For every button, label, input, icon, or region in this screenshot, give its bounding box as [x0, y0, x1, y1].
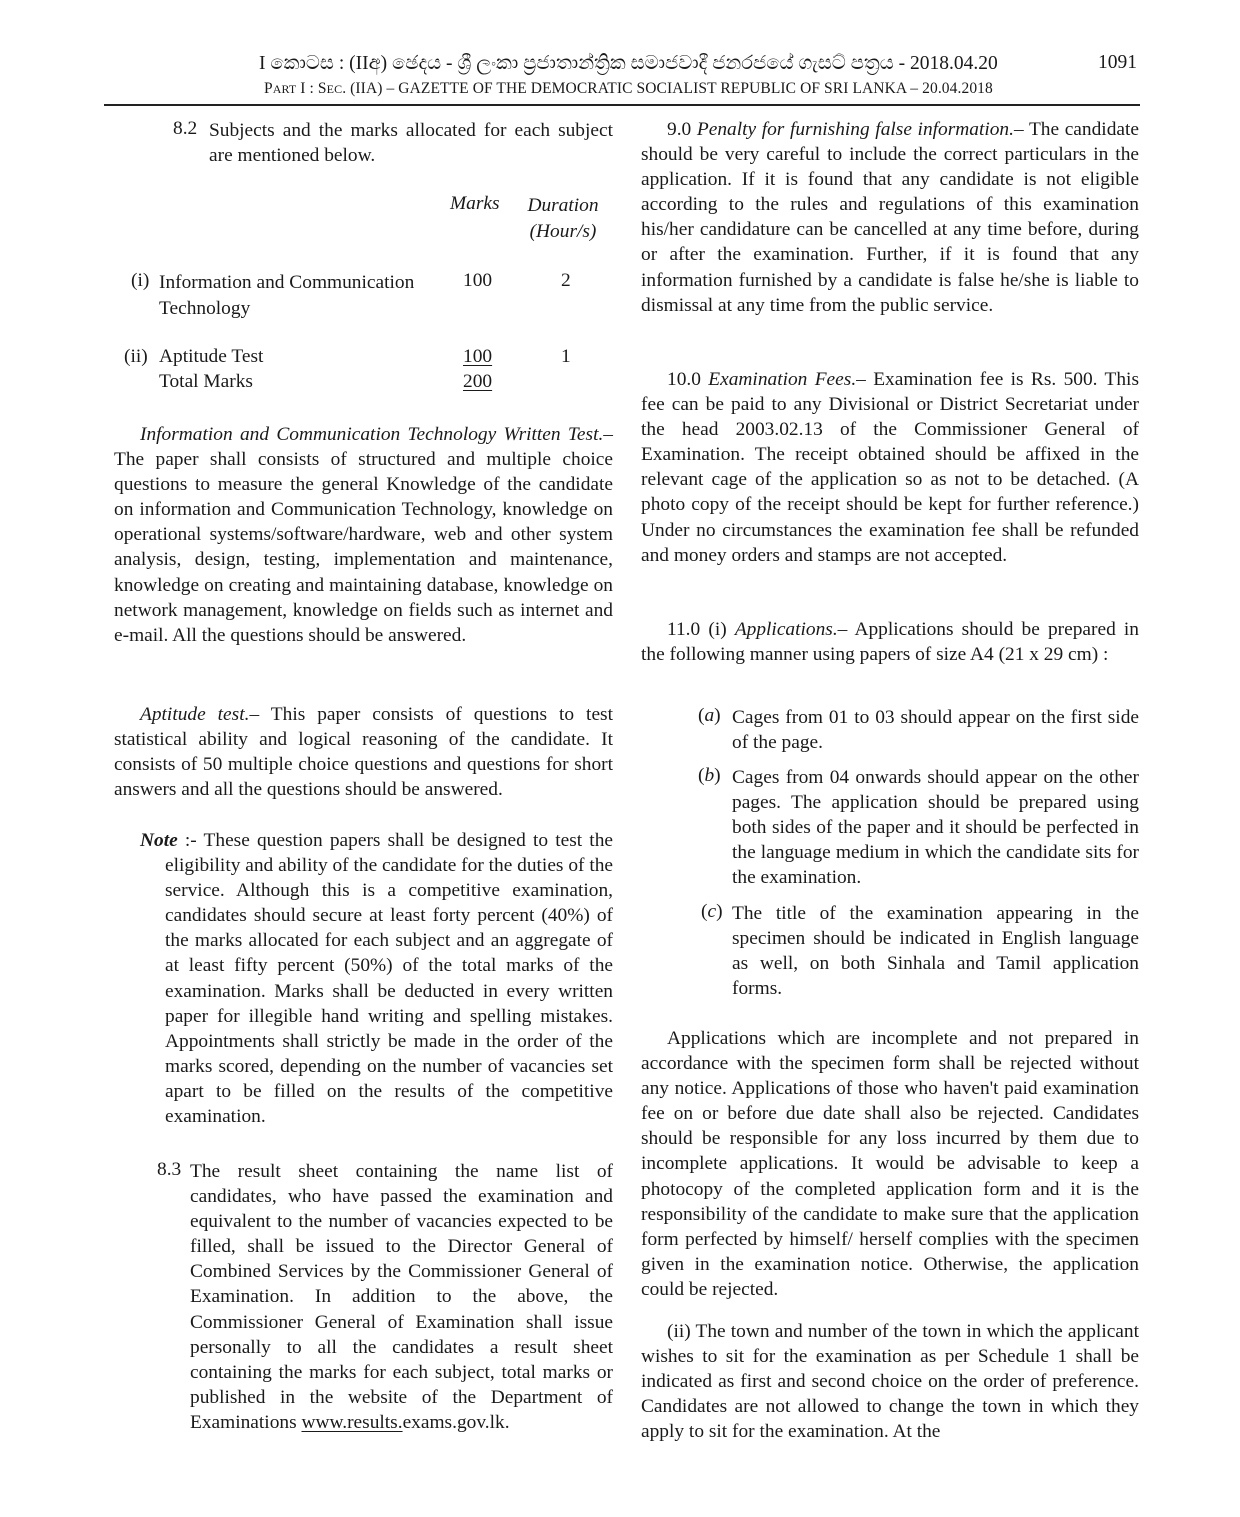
page-number: 1091	[1098, 52, 1137, 73]
aptitude-body: This paper consists of questions to test statistical ability and logical reasoning of the candidate. It consists of 50 multiple choice questions and questions for short answers and all the questions should be answered.	[114, 704, 613, 801]
note-label: Note	[140, 830, 178, 851]
section-10-0-paragraph	[641, 367, 1139, 568]
section-8-3-number: 8.3	[157, 1159, 182, 1180]
row1-subject-line2: Technology	[159, 297, 251, 319]
section-11-ii-block	[641, 1319, 1139, 1444]
header-gazette-title: . (IIA) – GAZETTE OF THE DEMOCRATIC SOCIALIST REPUBLIC OF SRI LANKA – 20.04.2018	[342, 80, 993, 97]
item-c-text: The title of the examination appearing in the specimen should be indicated in English language as well, on both Sinhala and Tamil application forms.	[732, 903, 1139, 1000]
ict-heading: Information and Communication Technology Written Test.–	[140, 424, 613, 445]
item-b-marker: (b)	[698, 765, 721, 786]
section-10-0-body: Examination fee is Rs. 500. This fee can be paid to any Divisional or District Secretariat under the head 2003.02.13 of the Commissioner General of Examination. The receipt obtained should be affixed in the relevant cage of the application so as not to be detached. (A photo copy of the receipt should be kept for further reference.) Under no circumstances the examination fee shall be refunded and money orders and stamps are not accepted.	[641, 369, 1139, 566]
note-body: These question papers shall be designed to test the eligibility and ability of the candidate for the duties of the service. Although this is a competitive examination, candidates should secure at least forty percent (40%) of the marks allocated for each subject and an aggregate of at least fifty percent (50%) of the total marks of the examination. Marks shall be deducted in every written paper for illegible hand writing and spelling mistakes. Appointments shall strictly be made in the order of the marks scored, depending on the number of vacancies set apart to be filled on the results of the competitive examination.	[165, 830, 614, 1128]
aptitude-test	[114, 702, 613, 802]
table-row2-duration: 1	[561, 346, 571, 367]
section-8-2-number: 8.2	[173, 118, 198, 139]
ict-written-test	[114, 422, 613, 648]
table-row1-marks: 100	[463, 270, 493, 291]
table-row2-subject: Aptitude Test	[159, 346, 264, 367]
section-11-0	[641, 617, 1139, 667]
header-sec-smallcaps: EC	[326, 82, 343, 96]
section-9-0-heading: Penalty for furnishing false information.–	[696, 119, 1024, 140]
ict-body: The paper shall consists of structured and multiple choice questions to measure the general Knowledge of the candidate on information and Communication Technology, knowledge on operational systems/software/hardware, web and other system analysis, design, testing, implementation and maintenance, knowledge on creating and maintaining database, knowledge on network management, knowledge on fields such as internet and e-mail. All the questions should be answered.	[114, 449, 613, 646]
item-a-text: Cages from 01 to 03 should appear on the first side of the page.	[732, 707, 1139, 754]
section-8-3-paragraph	[190, 1159, 613, 1435]
item-a-marker: (a)	[698, 705, 721, 726]
table-row2-number: (ii)	[124, 346, 148, 367]
header-sec-initial: S	[317, 80, 327, 97]
section-11-0-body: Applications should be prepared in the following manner using papers of size A4 (21 x 29 cm) :	[641, 619, 1139, 666]
marks-column-header: Marks	[450, 193, 500, 214]
table-row1-number: (i)	[131, 270, 150, 291]
section-8-3-text	[190, 1159, 613, 1435]
item-a-label: a	[704, 705, 715, 726]
row1-subject-line1: Information and Communication	[159, 272, 415, 293]
header-part-number: I :	[296, 80, 318, 97]
section-8-2-text	[209, 118, 613, 168]
note-paragraph	[140, 828, 613, 1129]
section-11-ii-paragraph: (ii) The town and number of the town in which the applicant wishes to sit for the examination as per Schedule 1 shall be indicated as first and second choice on the order of preference. Candidates are not allowed to change the town in which they apply to sit for the examination. At the	[641, 1321, 1139, 1443]
table-total-label: Total Marks	[159, 371, 253, 392]
section-9-0	[641, 117, 1139, 318]
aptitude-heading: Aptitude test.–	[140, 704, 260, 725]
section-11-0-paragraph	[641, 617, 1139, 667]
header-english-title	[264, 80, 993, 98]
header-part-smallcaps: ART	[272, 82, 297, 96]
section-11-0-heading: Applications.–	[734, 619, 848, 640]
header-sinhala-title: I කොටස : (IIඅ) ඡෙදය - ශ්‍රී ලංකා ප්‍රජාතාන්ත්‍රික සමාජවාදී ජනරජයේ ගැසට් පත්‍රය - 2018.04.20	[259, 53, 998, 74]
section-9-0-body: The candidate should be very careful to include the correct particulars in the application. If it is found that any candidate is not eligible according to the rules and regulations of this examination his/her candidature can be cancelled at any time before, during or after the examination. Further, if it is found that any information furnished by a candidate is false he/she is liable to dismissal at any time from the public service.	[641, 119, 1139, 316]
note-separator: :-	[177, 830, 204, 851]
table-row1-duration: 2	[561, 270, 571, 291]
item-b	[732, 765, 1139, 890]
section-9-0-paragraph	[641, 117, 1139, 318]
aptitude-paragraph	[114, 702, 613, 802]
section-10-0	[641, 367, 1139, 568]
table-row2-marks: 100	[463, 346, 493, 367]
section-11-0-sub: (i)	[708, 619, 727, 640]
section-11-0-number: 11.0	[667, 619, 701, 640]
item-c	[732, 901, 1139, 1001]
table-row1-subject	[159, 270, 414, 321]
duration-header-line1: Duration	[527, 195, 599, 216]
header-divider	[104, 104, 1140, 106]
section-8-3-body: The result sheet containing the name list of candidates, who have passed the examination and equivalent to the number of vacancies expected to be filled, shall be issued to the Director General of Combined Services by the Commissioner General of Examination. In addition to the above, the Commissioner General of Examination shall issue personally to all the candidates a result sheet containing the marks for each subject, total marks or published in the website of the Department of Examinations	[190, 1161, 613, 1433]
results-website-link[interactable]: www.results.	[301, 1411, 403, 1433]
item-b-label: b	[704, 765, 715, 786]
section-8-2-paragraph: Subjects and the marks allocated for each subject are mentioned below.	[209, 120, 613, 167]
section-8-3-tail: exams.gov.lk.	[402, 1411, 510, 1433]
section-10-0-number: 10.0	[667, 369, 701, 390]
note-block	[140, 828, 613, 1129]
item-c-label: c	[707, 901, 717, 922]
duration-column-header	[516, 193, 610, 244]
item-c-marker: (c)	[701, 901, 723, 922]
duration-header-line2: (Hour/s)	[529, 220, 597, 242]
header-part-initial: P	[264, 80, 273, 97]
rejection-paragraph-block	[641, 1026, 1139, 1302]
table-total-marks: 200	[463, 371, 493, 392]
ict-paragraph	[114, 422, 613, 648]
rejection-paragraph: Applications which are incomplete and not prepared in accordance with the specimen form shall be rejected without any notice. Applications of those who haven't paid examination fee on or before due date shall also be rejected. Candidates should be responsible for any loss incurred by them due to incomplete applications. It would be advisable to keep a photocopy of the completed application form and it is the responsibility of the candidate to make sure that the application form perfected by himself/ herself complies with the specimen given in the examination notice. Otherwise, the application could be rejected.	[641, 1028, 1139, 1300]
section-9-0-number: 9.0	[667, 119, 692, 140]
section-10-0-heading: Examination Fees.–	[708, 369, 866, 390]
item-a	[732, 705, 1139, 755]
item-b-text: Cages from 04 onwards should appear on the other pages. The application should be prepared using both sides of the paper and it should be perfected in the language medium in which the candidate sits for the examination.	[732, 767, 1139, 889]
